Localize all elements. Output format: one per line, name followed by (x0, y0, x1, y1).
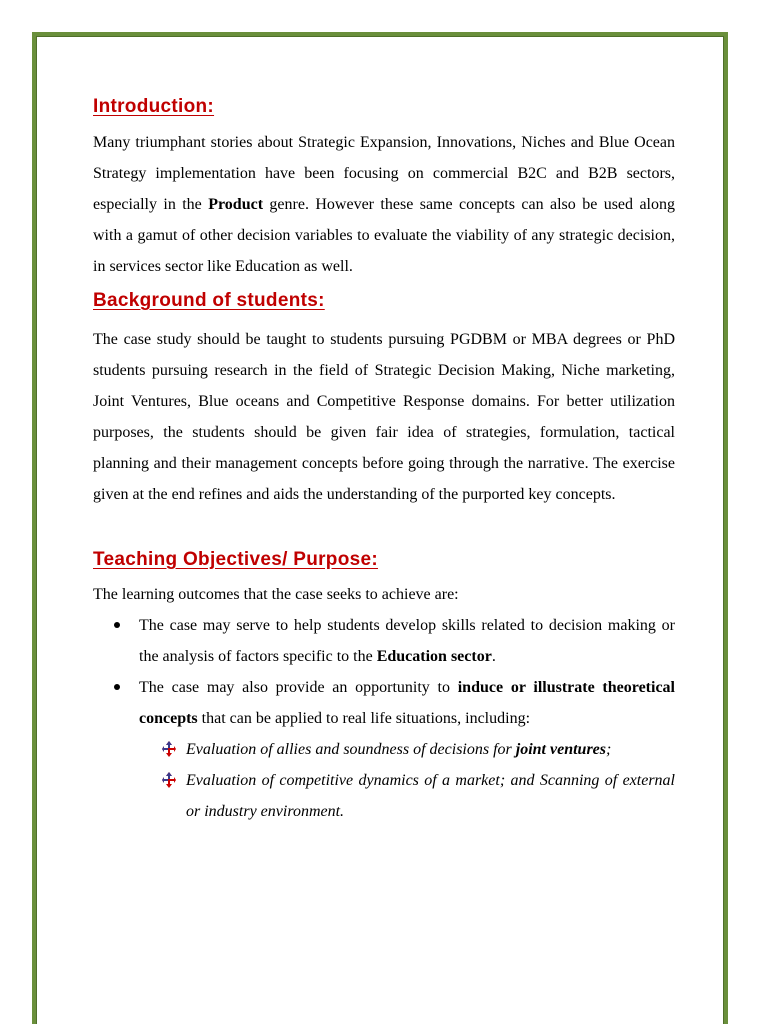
page-content (93, 90, 675, 827)
introduction-heading: Introduction: (93, 96, 215, 117)
introduction-paragraph (93, 127, 675, 282)
bullet1-text-end: . (491, 648, 496, 665)
education-sector-keyword: Education sector (376, 648, 492, 665)
teaching-objectives-heading: Teaching Objectives/ Purpose: (93, 549, 378, 570)
bullet1-text-start: The case may serve to help students develop skills related to decision making or the analysis of factors specific to the (139, 617, 675, 665)
list-item (93, 610, 675, 672)
bullet-dot-icon (114, 684, 120, 690)
list-item (93, 672, 675, 734)
sub1-text-start: Evaluation of allies and soundness of decisions for (186, 741, 516, 758)
background-paragraph: The case study should be taught to students pursuing PGDBM or MBA degrees or PhD students pursuing research in the field of Strategic Decision Making, Niche marketing, Joint Ventures, Blue oceans and Competitive Response domains. For better utilization purposes, the students should be given fair idea of strategies, formulation, tactical planning and their management concepts before going through the narrative. The exercise given at the end refines and aids the understanding of the purported key concepts. (93, 331, 675, 503)
introduction-text-start: Many triumphant stories about Strategic Expansion, Innovations, Niches and Blue Ocean Strategy implementation have been focusing on commercial B2C and B2B sectors, especially in the (93, 134, 675, 213)
product-keyword: Product (208, 196, 264, 213)
theoretical-concepts-keyword: induce or illustrate theoretical concepts (139, 679, 675, 727)
objectives-list (93, 610, 675, 734)
bullet2-text-start: The case may also provide an opportunity to (139, 679, 458, 696)
list-item (93, 734, 675, 765)
introduction-text-end: genre. However these same concepts can also be used along with a gamut of other decision variables to evaluate the viability of any strategic decision, in services sector like Education as well. (93, 196, 675, 275)
sub1-text-end: ; (606, 741, 612, 758)
four-way-arrow-icon (162, 772, 176, 788)
teaching-intro: The learning outcomes that the case seeks to achieve are: (93, 586, 459, 603)
joint-ventures-keyword: joint ventures (515, 741, 606, 758)
sub2-text: Evaluation of competitive dynamics of a market; and Scanning of external or industry environment. (186, 772, 675, 820)
background-heading: Background of students: (93, 290, 325, 311)
bullet2-text-end: that can be applied to real life situations, including: (197, 710, 531, 727)
sub-objectives-list (93, 734, 675, 827)
bullet-dot-icon (114, 622, 120, 628)
list-item (93, 765, 675, 827)
four-way-arrow-icon (162, 741, 176, 757)
